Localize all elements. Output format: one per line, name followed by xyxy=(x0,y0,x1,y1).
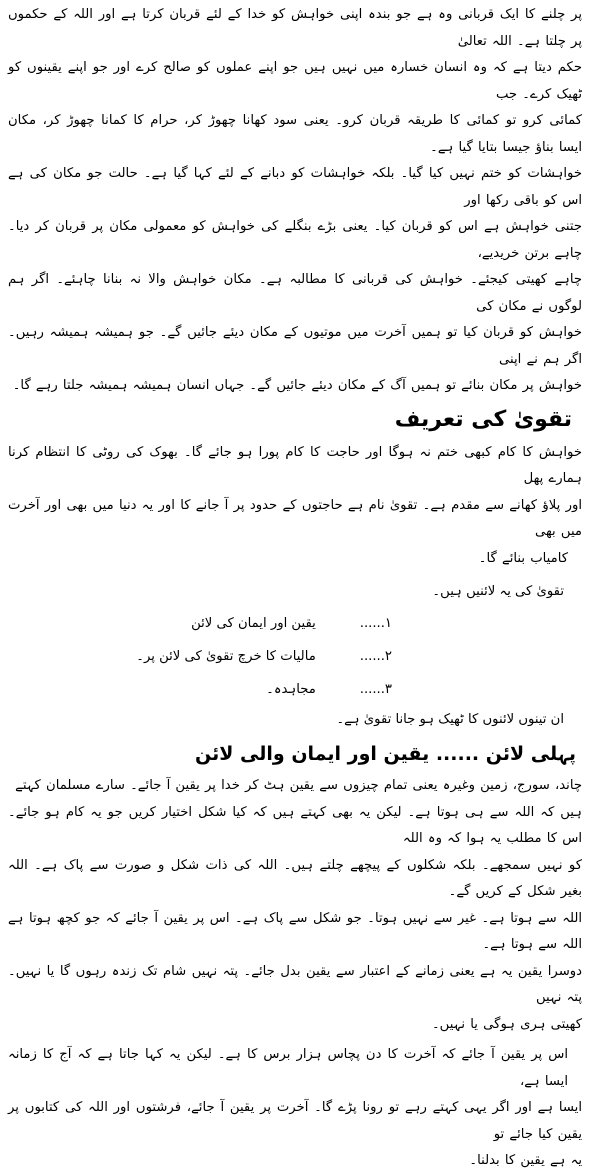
paragraph-taqwa-definition xyxy=(8,440,582,573)
lines-outro: ان تینوں لائنوں کا ٹھیک ہو جانا تقویٰ ہے۔ xyxy=(336,712,564,727)
list-text: مالیات کا خرچ تقویٰ کی لائن پر۔ xyxy=(136,649,316,664)
text-line: حکم دیتا ہے کہ وہ انسان خسارہ میں نہیں ہیں جو اپنے عملوں کو صالح کرے اور جو اپنے یقینوں کو ٹھیک کرے۔ جب xyxy=(8,60,582,102)
paragraph-certainty-and-faith xyxy=(8,773,582,1038)
list-text: یقین اور ایمان کی لائن xyxy=(191,616,316,631)
text-line: چاند، سورج، زمین وغیرہ یعنی تمام چیزوں سے یقین ہٹ کر خدا پر یقین آ جائے۔ سارے مسلمان کہتے xyxy=(15,778,582,793)
paragraph-sacrifice-of-desire xyxy=(8,2,582,400)
list-item xyxy=(8,673,582,706)
text-line: اور پلاؤ کھانے سے مقدم ہے۔ تقویٰ نام ہے حاجتوں کے حدود پر آ جانے کا اور یہ دنیا میں بھی اور آخرت میں بھی xyxy=(8,497,582,539)
lines-intro: تقویٰ کی یہ لائنیں ہیں۔ xyxy=(432,584,564,599)
list-number: ۲...... xyxy=(359,649,392,664)
text-line: خواہش پر مکان بنائے تو ہمیں آگ کے مکان دیئے جائیں گے۔ جہاں انسان ہمیشہ ہمیشہ جلتا رہے گا۔ xyxy=(12,378,582,393)
section-heading-first-line: پہلی لائن ...... یقین اور ایمان والی لائن xyxy=(195,743,576,765)
text-line: جتنی خواہش ہے اس کو قربان کیا۔ یعنی بڑے بنگلے کی خواہش کو معمولی مکان پر قربان کر دیا۔ چاہے برتن خریدیے، xyxy=(8,219,582,261)
text-line: پر چلنے کا ایک قربانی وہ ہے جو بندہ اپنی خواہش کو خدا کے لئے قربان کرتا ہے اور اللہ کے حکموں پر چلتا ہے۔ اللہ تعالیٰ xyxy=(8,7,582,49)
text-line: دوسرا یقین یہ ہے یعنی زمانے کے اعتبار سے یقین بدل جائے۔ پتہ نہیں شام تک زندہ رہوں گا یا نہیں۔ پتہ نہیں xyxy=(8,963,582,1005)
list-number: ۱...... xyxy=(359,616,392,631)
text-line: خواہش کا کام کبھی ختم نہ ہوگا اور حاجت کا کام پورا ہو جائے گا۔ بھوک کی روٹی کا انتظام کرنا ہمارے پھل xyxy=(8,444,582,486)
text-line: خواہشات کو ختم نہیں کیا گیا۔ بلکہ خواہشات کو دبانے کے لئے کہا گیا ہے۔ حالت جو مکان کی ہے اس کو باقی رکھا اور xyxy=(8,166,582,208)
paragraph-certainty-in-hereafter xyxy=(8,1042,582,1175)
text-line: اللہ سے ہوتا ہے۔ غیر سے نہیں ہوتا۔ جو شکل سے پاک ہے۔ اس پر یقین آ جائے کہ جو کچھ ہوتا ہے اللہ سے ہوتا ہے۔ xyxy=(8,910,582,952)
list-text: مجاہدہ۔ xyxy=(266,682,316,697)
text-line: کھیتی ہری ہوگی یا نہیں۔ xyxy=(431,1016,582,1032)
text-line: خواہش کو قربان کیا تو ہمیں آخرت میں موتیوں کے مکان دیئے جائیں گے۔ جو ہمیشہ ہمیشہ رہیں۔ اگر ہم نے اپنی xyxy=(8,325,582,367)
text-line: کمائی کرو تو کمائی کا طریقہ قربان کرو۔ یعنی سود کھانا چھوڑ کر، حرام کا کمانا چھوڑ کر، مکان ایسا بناؤ جیسا بتایا گیا ہے۔ xyxy=(8,113,582,155)
list-number: ۳...... xyxy=(359,682,392,697)
taqwa-lines-list xyxy=(8,607,582,706)
text-line: چاہے کھیتی کیجئے۔ خواہش کی قربانی کا مطالبہ ہے۔ مکان خواہش والا نہ بنانا چاہئے۔ اگر ہم لوگوں نے مکان کی xyxy=(8,272,582,314)
section-heading-taqwa-definition: تقویٰ کی تعریف xyxy=(394,406,572,432)
list-item xyxy=(8,607,582,640)
text-line: کو نہیں سمجھے۔ بلکہ شکلوں کے پیچھے چلتے ہیں۔ اللہ کی ذات شکل و صورت سے پاک ہے۔ اللہ بغیر شکل کے کریں گے۔ xyxy=(8,857,582,899)
text-line: ہیں کہ اللہ سے ہی ہوتا ہے۔ لیکن یہ بھی کہتے ہیں کہ کیا شکل اختیار کریں جو یہ کام ہو جائے۔ اس کا مطلب یہ ہوا کہ وہ اللہ xyxy=(8,804,582,846)
text-line: ایسا ہے اور اگر یہی کہتے رہے تو رونا پڑے گا۔ آخرت پر یقین آ جائے، فرشتوں اور اللہ کی کتابوں پر یقین کیا جائے تو xyxy=(8,1100,582,1142)
text-line: کامیاب بنائے گا۔ xyxy=(478,550,568,566)
list-item xyxy=(8,640,582,673)
text-line: یہ ہے یقین کا بدلنا۔ xyxy=(469,1153,582,1168)
text-line: اس پر یقین آ جائے کہ آخرت کا دن پچاس ہزار برس کا ہے۔ لیکن یہ کہا جاتا ہے کہ آج کا زمانہ ایسا ہے، xyxy=(8,1047,568,1089)
